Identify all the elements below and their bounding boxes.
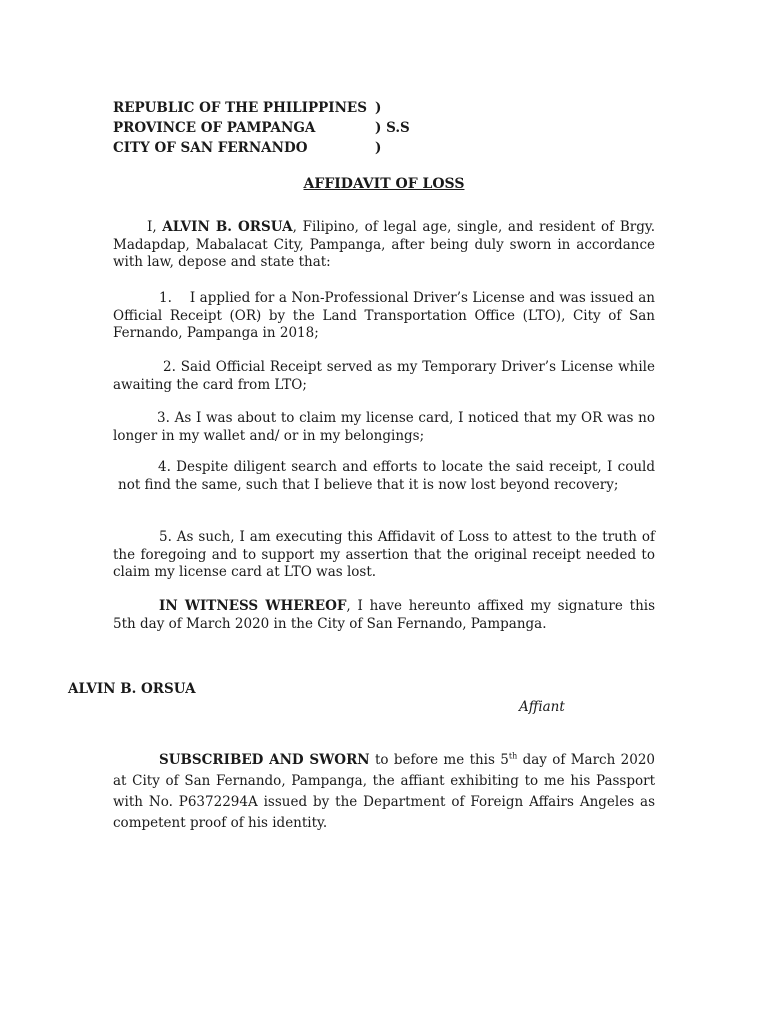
signature-label: Affiant [519, 699, 565, 715]
venue-line-city [113, 138, 410, 158]
venue-block [113, 98, 410, 158]
jurat-ordinal: th [508, 751, 518, 761]
witness-text: , I have hereunto affixed my signature this 5th day of March 2020 in the City of San Fernando, Pampanga. [113, 598, 656, 632]
witness-paragraph [113, 598, 655, 633]
venue-province: PROVINCE OF PAMPANGA [113, 120, 316, 136]
venue-mark-1: ) [375, 100, 382, 116]
document-title: AFFIDAVIT OF LOSS [303, 176, 465, 192]
venue-line-province [113, 118, 410, 138]
jurat-text-1: to before me this 5 [369, 752, 509, 768]
venue-mark-2: ) S.S [375, 120, 410, 136]
jurat-lead: SUBSCRIBED AND SWORN [159, 752, 370, 768]
witness-lead: IN WITNESS WHEREOF [159, 598, 347, 614]
item-5: 5. As such, I am executing this Affidavit of Loss to attest to the truth of the foregoing and to support my assertion that the original receipt needed to claim my license card at LTO was lost. [113, 529, 655, 580]
signature-name: ALVIN B. ORSUA [68, 681, 196, 697]
intro-prefix: I, [147, 219, 163, 235]
item-4: 4. Despite diligent search and efforts to locate the said receipt, I could not find the same, such that I believe that it is now lost beyond recovery; [118, 459, 655, 493]
intro-text: , Filipino, of legal age, single, and resident of Brgy. Madapdap, Mabalacat City, Pampanga, after being duly sworn in accordance with law, depose and state that: [113, 219, 655, 270]
intro-paragraph [113, 219, 655, 272]
item-2: 2. Said Official Receipt served as my Temporary Driver’s License while awaiting the card from LTO; [113, 359, 655, 393]
jurat-text-2: day of March 2020 at City of San Fernando, Pampanga, the affiant exhibiting to me his Passport with No. P6372294A issued by the Department of Foreign Affairs Angeles as competent proof of his identity. [113, 752, 656, 831]
affiant-name-inline: ALVIN B. ORSUA [162, 219, 293, 235]
venue-mark-3: ) [375, 140, 382, 156]
jurat-paragraph [113, 750, 655, 834]
venue-line-republic [113, 98, 410, 118]
item-1: 1. I applied for a Non-Professional Driver’s License and was issued an Official Receipt (OR) by the Land Transportation Office (LTO), City of San Fernando, Pampanga in 2018; [113, 290, 660, 341]
venue-city: CITY OF SAN FERNANDO [113, 140, 308, 156]
venue-republic: REPUBLIC OF THE PHILIPPINES [113, 100, 367, 116]
item-3: 3. As I was about to claim my license card, I noticed that my OR was no longer in my wallet and/ or in my belongings; [113, 410, 655, 444]
